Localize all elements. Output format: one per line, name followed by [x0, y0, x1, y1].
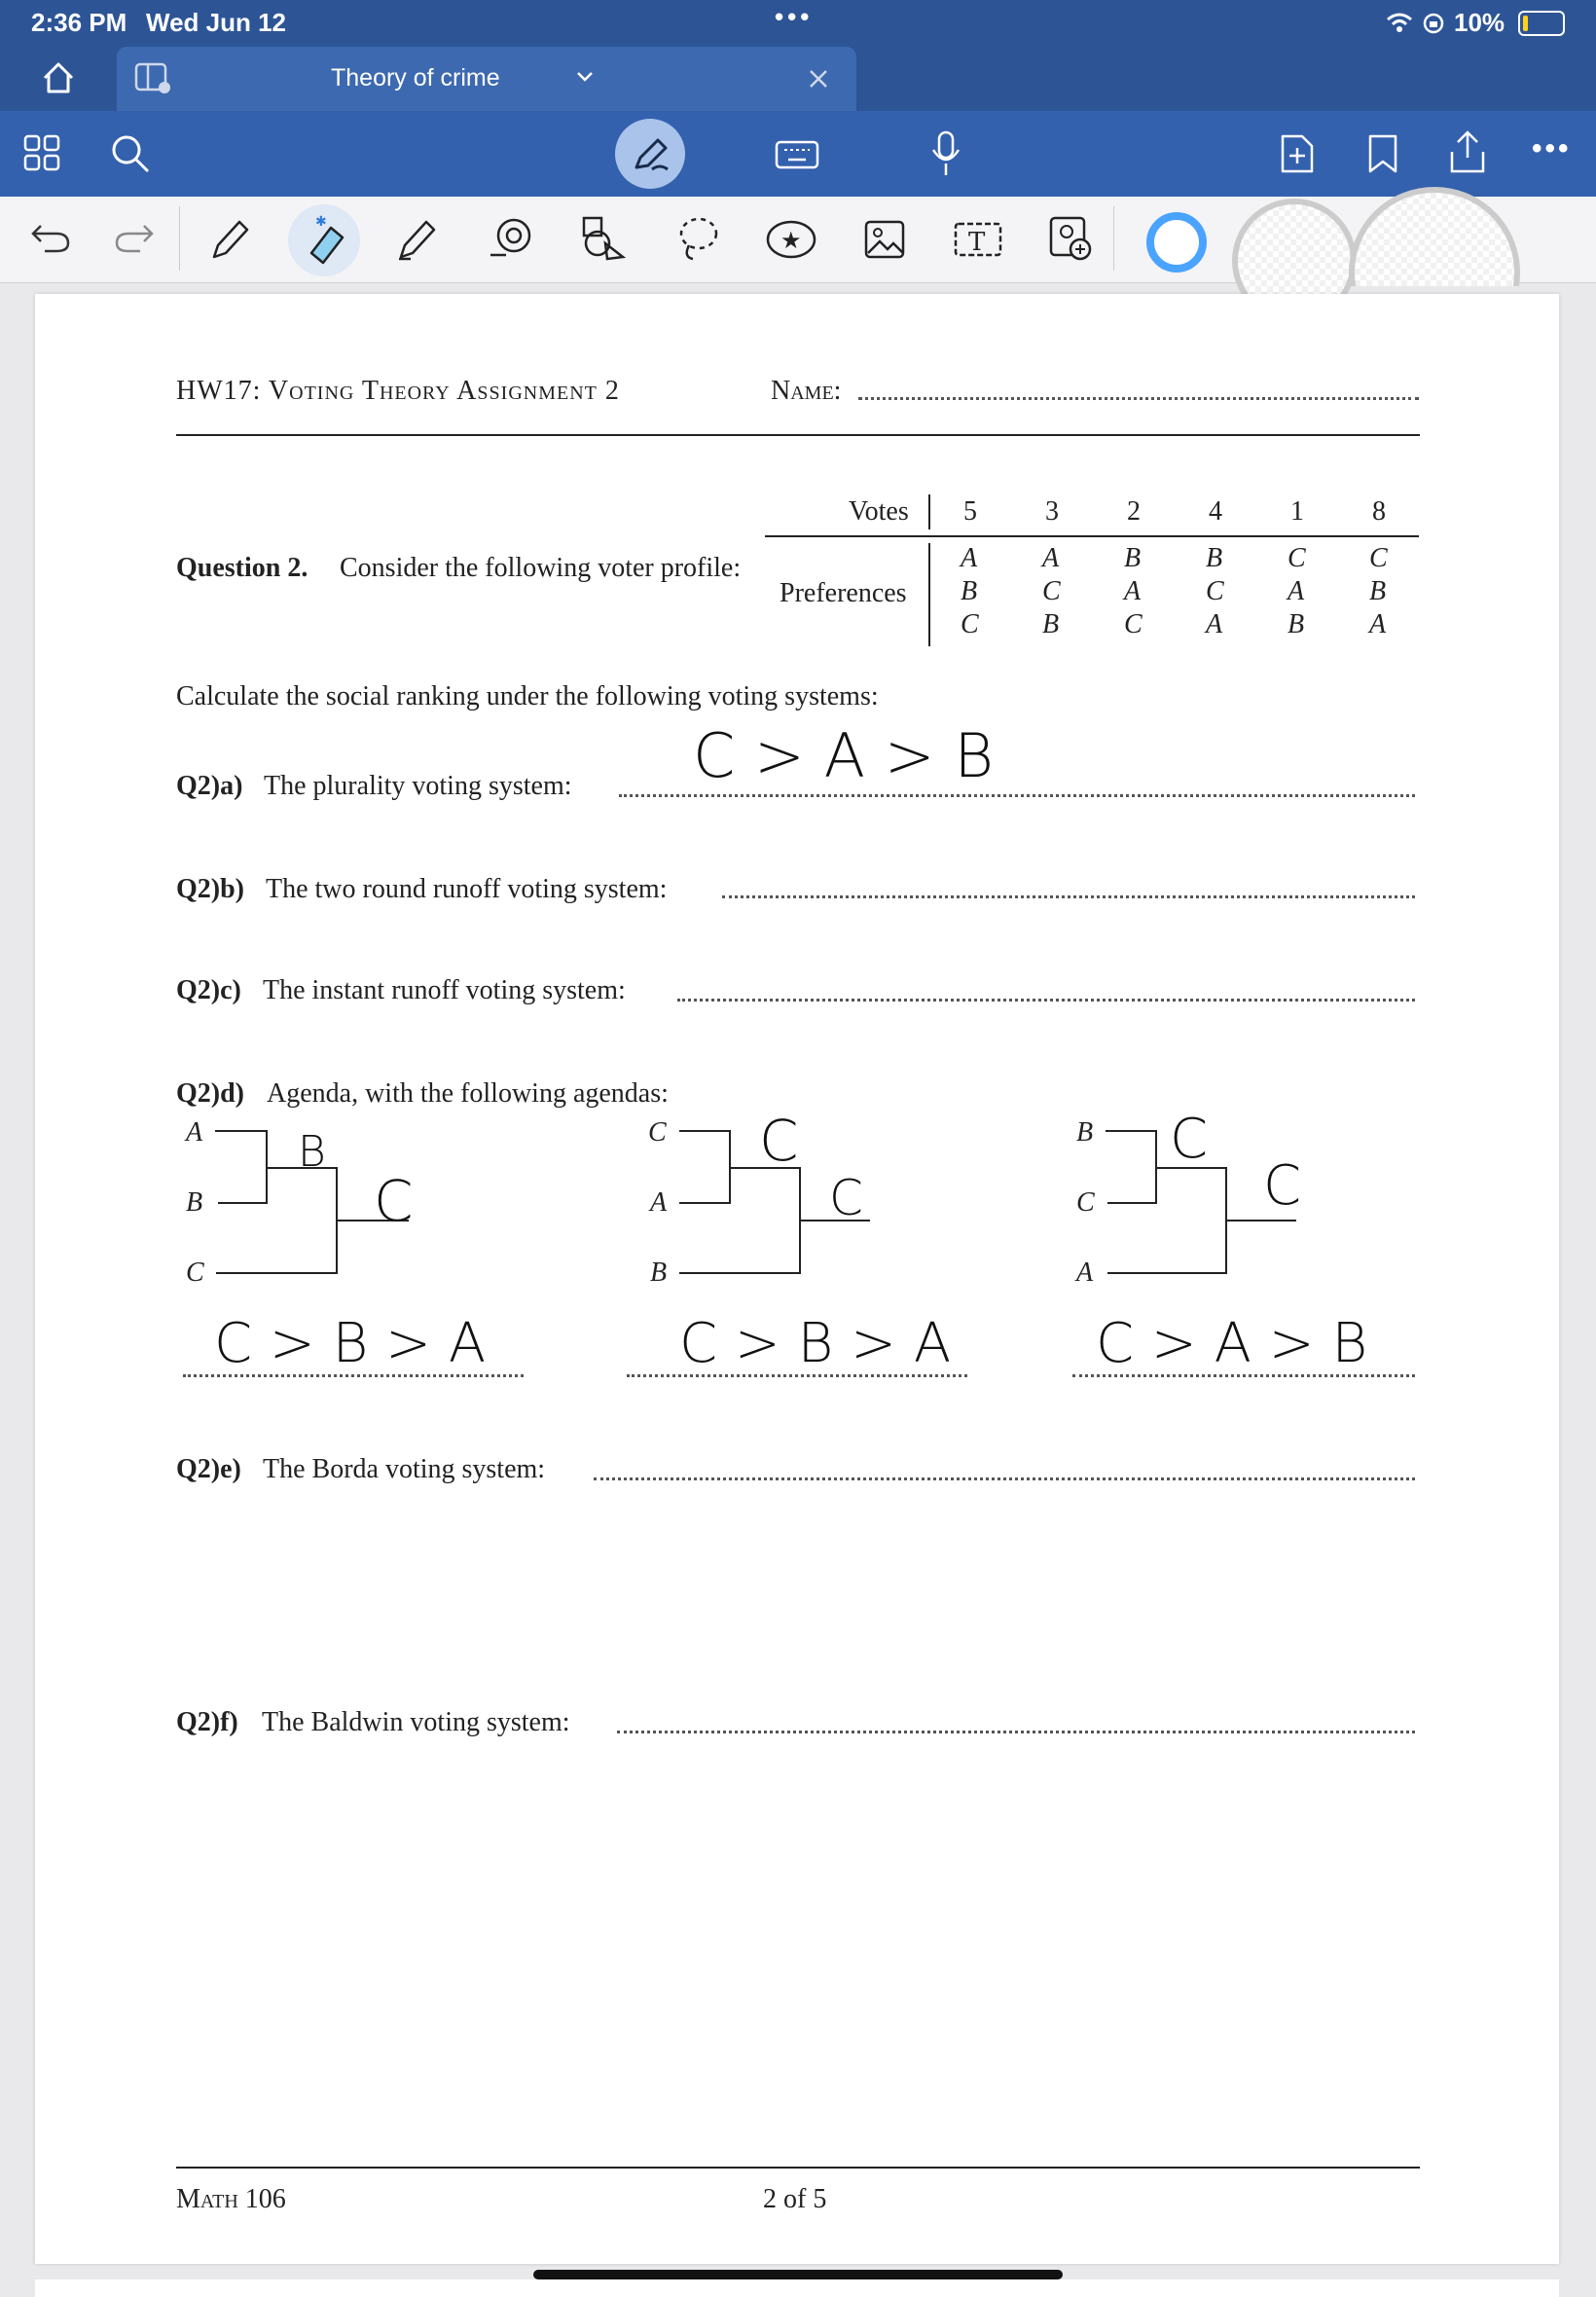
agenda-1-answer-field[interactable] [183, 1374, 524, 1377]
pref-cell: A [1206, 609, 1223, 639]
agenda-2-round1-winner: C [759, 1108, 799, 1174]
orientation-lock-icon [1423, 13, 1444, 34]
battery-percent: 10% [1454, 8, 1505, 37]
votes-value: 3 [1045, 496, 1059, 527]
status-date: Wed Jun 12 [146, 8, 287, 37]
agenda-1-second: B [186, 1187, 203, 1218]
toolbar-divider [179, 206, 180, 271]
pen-color-blue[interactable] [1146, 212, 1207, 273]
agenda-1-ranking: C > B > A [214, 1312, 487, 1375]
votes-divider [928, 494, 930, 529]
agenda-3-bracket [35, 294, 36, 295]
status-time: 2:36 PM [31, 8, 127, 37]
pref-cell: A [1124, 576, 1142, 606]
pen-mode-button[interactable] [615, 119, 685, 189]
footer-rule [176, 2167, 1420, 2169]
pref-cell: A [1042, 543, 1060, 573]
q2c-text: The instant runoff voting system: [263, 975, 626, 1005]
q2b-answer-field[interactable] [722, 895, 1415, 898]
agenda-2-final-winner: C [829, 1170, 863, 1226]
table-rule [765, 535, 1419, 537]
pref-cell: C [1042, 576, 1061, 606]
toolbar-divider [1113, 206, 1114, 271]
more-icon[interactable]: ••• [1532, 132, 1572, 164]
agenda-1-round1-winner: B [298, 1127, 326, 1177]
keyboard-icon[interactable] [775, 138, 819, 171]
q2a-label: Q2)a) [176, 771, 243, 801]
agenda-3-first: B [1076, 1117, 1094, 1148]
question-text: Consider the following voter profile: [340, 553, 742, 583]
notebook-icon [134, 62, 173, 95]
q2a-answer-field[interactable] [619, 794, 1415, 797]
grid-icon[interactable] [23, 134, 62, 173]
pref-cell: C [1124, 609, 1143, 639]
text-box-icon[interactable] [954, 220, 1002, 259]
q2a-text: The plurality voting system: [264, 771, 572, 801]
undo-icon[interactable] [29, 220, 72, 255]
q2c-label: Q2)c) [176, 975, 241, 1005]
pen-mode-icon [631, 134, 671, 175]
name-field[interactable] [858, 397, 1419, 400]
close-tab-icon[interactable] [808, 68, 829, 90]
pref-cell: C [1369, 543, 1388, 573]
eraser-button[interactable] [288, 204, 360, 276]
document-page[interactable] [35, 294, 1559, 2264]
add-page-icon[interactable] [1279, 132, 1316, 175]
q2f-label: Q2)f) [176, 1707, 238, 1737]
preferences-divider [928, 543, 930, 646]
agenda-2-second: A [650, 1187, 668, 1218]
agenda-2-ranking: C > B > A [679, 1312, 952, 1375]
q2e-text: The Borda voting system: [263, 1454, 546, 1484]
votes-value: 1 [1290, 496, 1304, 527]
multitask-dots-icon[interactable]: ••• [775, 2, 814, 31]
agenda-1-final-winner: C [374, 1168, 414, 1234]
agenda-2-third: B [650, 1258, 668, 1288]
agenda-3-answer-field[interactable] [1072, 1374, 1415, 1377]
pref-cell: A [961, 543, 978, 573]
tab-title[interactable]: Theory of crime [331, 64, 500, 91]
chevron-down-icon[interactable] [576, 70, 594, 84]
eraser-icon [302, 214, 348, 267]
agenda-1-third: C [186, 1258, 204, 1288]
pref-cell: B [1288, 609, 1305, 639]
status-bar [0, 0, 1596, 45]
pref-cell: C [1288, 543, 1306, 573]
agenda-2-first: C [648, 1117, 667, 1148]
battery-icon [1518, 11, 1565, 36]
q2d-text: Agenda, with the following agendas: [267, 1078, 669, 1109]
highlighter-icon[interactable] [393, 216, 438, 263]
preferences-label: Preferences [780, 578, 907, 608]
pref-cell: C [961, 609, 979, 639]
pref-cell: C [1206, 576, 1224, 606]
redo-icon[interactable] [113, 220, 156, 255]
pref-cell: B [1369, 576, 1387, 606]
q2e-answer-field[interactable] [594, 1477, 1415, 1480]
search-icon[interactable] [109, 132, 152, 175]
header-title: HW17: Voting Theory Assignment 2 [176, 376, 620, 406]
wifi-icon [1386, 12, 1413, 33]
home-icon[interactable] [39, 58, 78, 97]
share-icon[interactable] [1446, 128, 1489, 175]
image-icon[interactable] [864, 220, 905, 259]
q2e-label: Q2)e) [176, 1454, 241, 1484]
lasso-icon[interactable] [675, 214, 720, 263]
agenda-3-ranking: C > A > B [1096, 1312, 1368, 1375]
microphone-icon[interactable] [930, 130, 961, 177]
svg-text:✱: ✱ [315, 214, 327, 230]
name-label: Name: [771, 376, 842, 406]
elements-icon[interactable] [765, 218, 817, 261]
pref-cell: B [961, 576, 978, 606]
votes-label: Votes [849, 496, 909, 527]
next-page-edge [35, 2279, 1559, 2297]
page-number: 2 of 5 [763, 2184, 827, 2214]
pref-cell: B [1042, 609, 1060, 639]
pref-cell: B [1124, 543, 1142, 573]
agenda-2-answer-field[interactable] [627, 1374, 967, 1377]
votes-value: 8 [1372, 496, 1386, 527]
question-number: Question 2. [176, 553, 308, 583]
q2d-label: Q2)d) [176, 1078, 244, 1109]
shapes-icon[interactable] [580, 214, 629, 263]
agenda-3-round1-winner: C [1170, 1108, 1209, 1171]
agenda-1-first: A [186, 1117, 203, 1148]
pref-cell: A [1288, 576, 1305, 606]
shape-tool-icon[interactable] [487, 216, 535, 261]
votes-value: 5 [963, 496, 977, 527]
instructions-text: Calculate the social ranking under the following voting systems: [176, 681, 879, 711]
q2a-handwritten-answer: C > A > B [693, 720, 995, 791]
camera-icon[interactable] [1049, 216, 1094, 263]
svg-text:T: T [968, 228, 986, 257]
home-indicator[interactable] [533, 2270, 1063, 2279]
svg-text:★: ★ [780, 227, 802, 254]
q2b-label: Q2)b) [176, 874, 244, 904]
agenda-3-final-winner: C [1263, 1154, 1302, 1218]
q2f-text: The Baldwin voting system: [262, 1707, 570, 1737]
bookmark-icon[interactable] [1366, 132, 1399, 175]
pen-icon[interactable] [208, 216, 251, 263]
agenda-3-third: A [1076, 1258, 1094, 1288]
footer-course: Math 106 [176, 2184, 286, 2214]
votes-value: 2 [1127, 496, 1141, 527]
agenda-3-second: C [1076, 1187, 1095, 1218]
q2f-answer-field[interactable] [617, 1731, 1415, 1733]
q2c-answer-field[interactable] [677, 999, 1415, 1002]
votes-value: 4 [1209, 496, 1222, 527]
header-rule [176, 434, 1420, 436]
q2b-text: The two round runoff voting system: [266, 874, 668, 904]
pref-cell: A [1369, 609, 1387, 639]
pref-cell: B [1206, 543, 1223, 573]
